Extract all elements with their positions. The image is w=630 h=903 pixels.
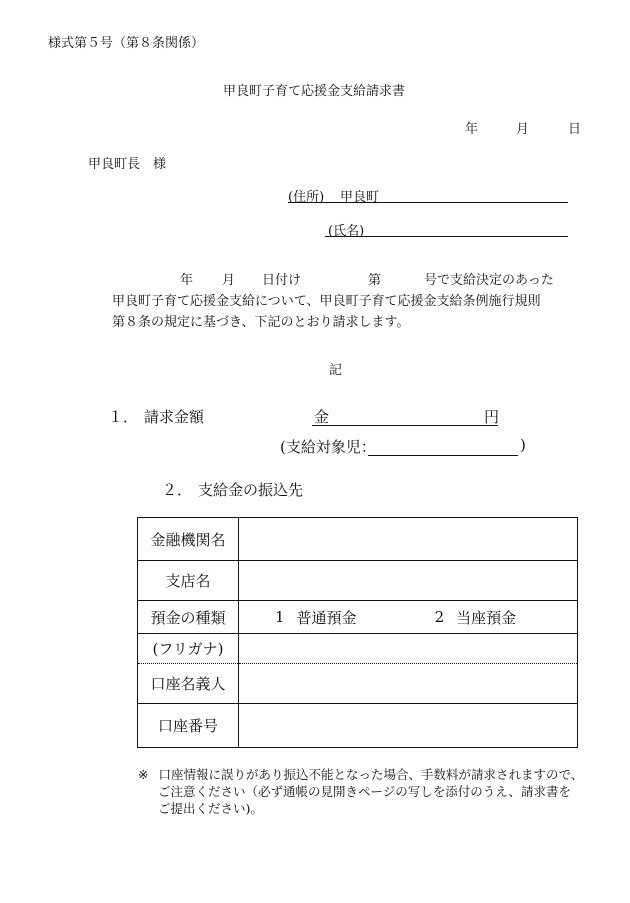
form-number: 様式第５号（第８条関係） [48,36,205,51]
note-line-2: ご注意ください（必ず通帳の見開きページの写しを添付のうえ、請求書を [158,784,572,799]
account-holder-cell[interactable] [239,664,578,704]
target-child-underline[interactable] [368,455,518,456]
address-underline [288,202,568,203]
table-row [138,601,578,634]
note-line-3: ご提出ください)。 [158,801,263,816]
item-1-number: １． [108,408,139,426]
body-date-suffix: 日付け [262,273,302,288]
table-row [138,634,578,664]
table-row [138,518,578,561]
note-line-1: 口座情報に誤りがあり振込不能となった場合、手数料が請求されますので、 [158,767,584,782]
table-row [138,664,578,704]
item-1-label: 請求金額 [144,408,205,426]
footnote [138,766,583,817]
target-child-open: (支給対象児： [280,438,376,456]
label-deposit-type: 預金の種類 [138,601,239,634]
label-account-number: 口座番号 [138,704,239,748]
option-current-deposit[interactable]: 当座預金 [456,608,517,627]
table-row [138,704,578,748]
label-bank-name: 金融機関名 [138,518,239,561]
date-day: 日 [568,122,582,137]
amount-kin: 金 [314,408,330,426]
note-mark: ※ [138,767,149,782]
furigana-cell[interactable] [239,634,578,664]
body-line-3: 第８条の規定に基づき、下記のとおり請求します。 [112,315,410,330]
ki-label: 記 [329,363,343,378]
body-dai: 第 [368,273,382,288]
body-line-2: 甲良町子育て応援金支給について、甲良町子育て応援金支給条例施行規則 [112,294,541,309]
request-paragraph [112,270,582,333]
document-title: 甲良町子育て応援金支給請求書 [223,84,406,99]
addressee: 甲良町長 様 [88,157,167,172]
option-1-number: 1 [275,608,285,626]
option-ordinary-deposit[interactable]: 普通預金 [296,608,357,627]
address-value: 甲良町 [340,190,380,205]
account-number-cell[interactable] [239,704,578,748]
label-furigana: (フリガナ) [138,634,239,664]
name-underline [325,236,568,237]
bank-account-table [137,517,578,748]
body-rest: 号で支給決定のあった [424,273,554,288]
option-2-number: 2 [434,608,445,626]
target-child-close: ) [520,436,526,454]
date-year: 年 [465,122,479,137]
amount-underline[interactable] [312,425,498,426]
table-row [138,561,578,601]
item-2-number: ２． [162,481,193,499]
name-label: (氏名) [328,224,365,239]
item-2-label: 支給金の振込先 [198,481,304,499]
body-year: 年 [180,273,194,288]
bank-name-cell[interactable] [239,518,578,561]
branch-name-cell[interactable] [239,561,578,601]
body-month: 月 [222,273,236,288]
date-month: 月 [516,122,530,137]
label-account-holder: 口座名義人 [138,664,239,704]
deposit-type-cell [239,601,578,634]
address-label: (住所) [288,190,325,205]
amount-yen: 円 [484,408,500,426]
label-branch-name: 支店名 [138,561,239,601]
